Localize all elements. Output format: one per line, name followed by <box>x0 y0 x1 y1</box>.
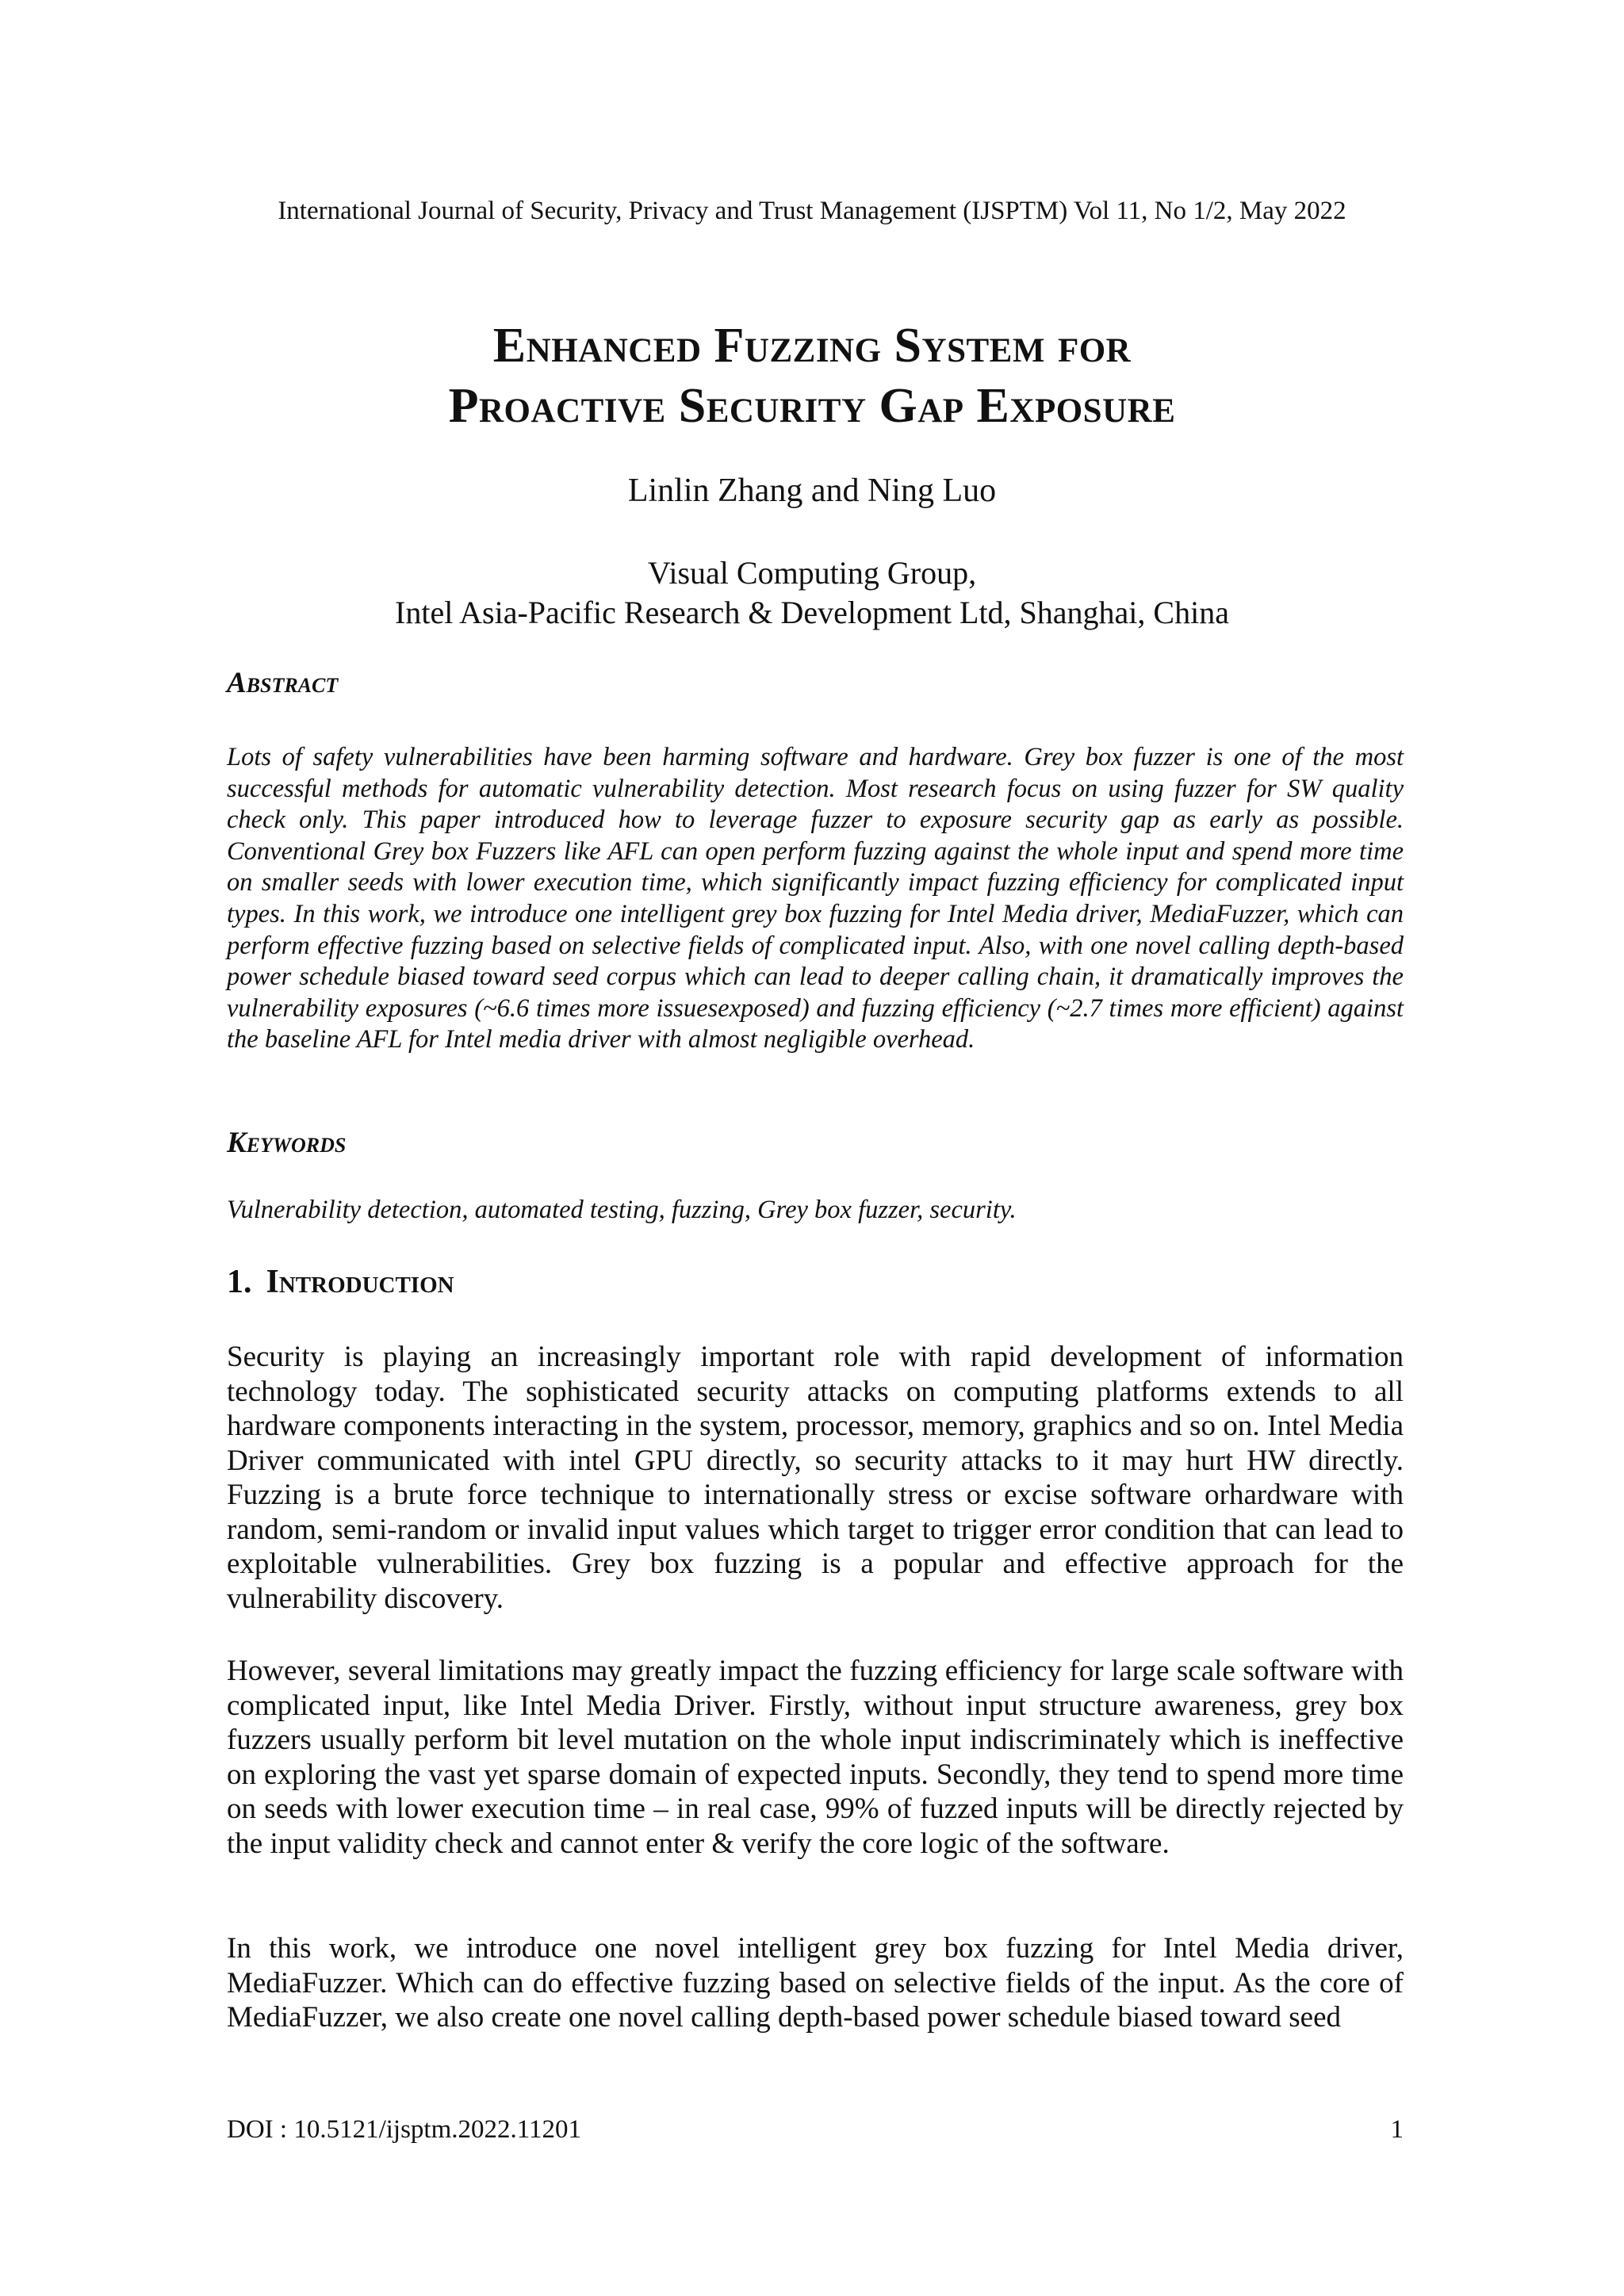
introduction-heading <box>227 1262 469 1302</box>
affiliation <box>0 553 1624 633</box>
keywords-text: Vulnerability detection, automated testing, fuzzing, Grey box fuzzer, security. <box>227 1196 1017 1224</box>
abstract-heading: Abstract <box>227 667 339 699</box>
affiliation-line-2: Intel Asia-Pacific Research & Development Ltd, Shanghai, China <box>395 595 1229 630</box>
abstract-text: Lots of safety vulnerabilities have been harming software and hardware. Grey box fuzzer is one of the most successful methods for automatic vulnerability detection. Most research focus on using fuzzer for SW quality check only. This paper introduced how to leverage fuzzer to exposure security gap as early as possible. Conventional Grey box Fuzzers like AFL can open perform fuzzing against the whole input and spend more time on smaller seeds with lower execution time, which significantly impact fuzzing efficiency for complicated input types. In this work, we introduce one intelligent grey box fuzzing for Intel Media driver, MediaFuzzer, which can perform effective fuzzing based on selective fields of complicated input. Also, with one novel calling depth-based power schedule biased toward seed corpus which can lead to deeper calling chain, it dramatically improves the vulnerability exposures (~6.6 times more issuesexposed) and fuzzing efficiency (~2.7 times more efficient) against the baseline AFL for Intel media driver with almost negligible overhead. <box>227 743 1404 1054</box>
affiliation-line-1: Visual Computing Group, <box>647 555 977 591</box>
authors: Linlin Zhang and Ning Luo <box>627 473 997 509</box>
paper-title-line-2: Proactive Security Gap Exposure <box>448 379 1176 433</box>
page-number: 1 <box>1390 2115 1404 2144</box>
section-title: Introduction <box>266 1264 454 1300</box>
journal-header: International Journal of Security, Privacy and Trust Management (IJSPTM) Vol 11, No 1/2, May 2022 <box>278 197 1346 225</box>
paper-title-line-1: Enhanced Fuzzing System for <box>492 319 1132 373</box>
section-number: 1. <box>227 1264 252 1300</box>
doi: DOI : 10.5121/ijsptm.2022.11201 <box>227 2115 582 2144</box>
intro-paragraph-3: In this work, we introduce one novel intelligent grey box fuzzing for Intel Media driver, MediaFuzzer. Which can do effective fuzzing based on selective fields of the input. As the core of MediaFuzzer, we also create one novel calling depth-based power schedule biased toward seed <box>227 1932 1404 2034</box>
intro-paragraph-2: However, several limitations may greatly impact the fuzzing efficiency for large scale software with complicated input, like Intel Media Driver. Firstly, without input structure awareness, grey box fuzzers usually perform bit level mutation on the whole input indiscriminately which is ineffective on exploring the vast yet sparse domain of expected inputs. Secondly, they tend to spend more time on seeds with lower execution time – in real case, 99% of fuzzed inputs will be directly rejected by the input validity check and cannot enter & verify the core logic of the software. <box>227 1655 1404 1860</box>
keywords-heading: Keywords <box>227 1127 347 1159</box>
intro-paragraph-1: Security is playing an increasingly important role with rapid development of information technology today. The sophisticated security attacks on computing platforms extends to all hardware components interacting in the system, processor, memory, graphics and so on. Intel Media Driver communicated with intel GPU directly, so security attacks to it may hurt HW directly. Fuzzing is a brute force technique to internationally stress or excise software orhardware with random, semi-random or invalid input values which target to trigger error condition that can lead to exploitable vulnerabilities. Grey box fuzzing is a popular and effective approach for the vulnerability discovery. <box>227 1341 1404 1615</box>
paper-title <box>0 316 1624 436</box>
